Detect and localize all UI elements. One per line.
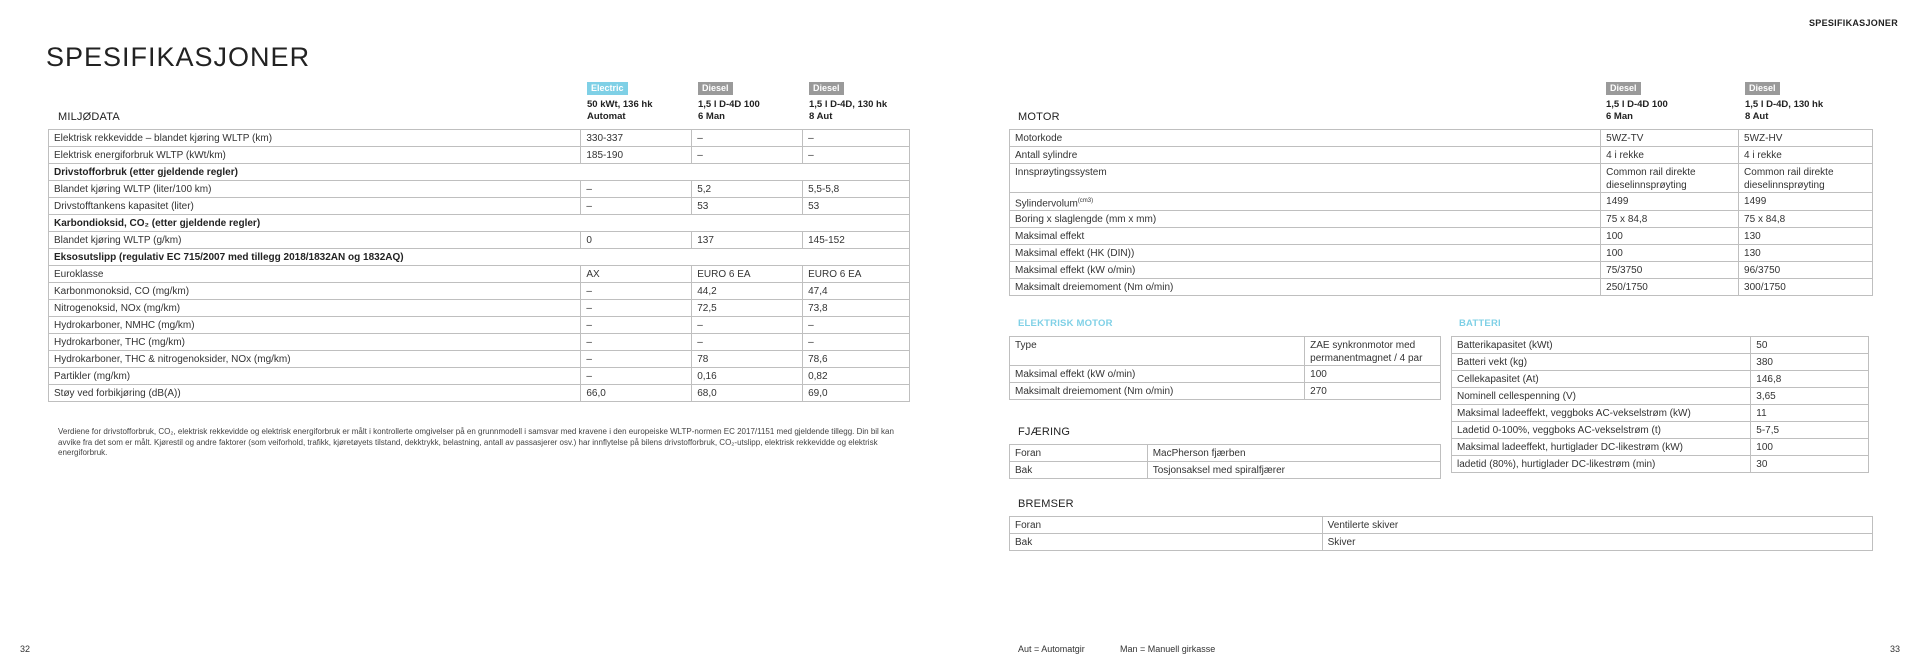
- table-cell: 5,5-5,8: [803, 181, 910, 198]
- table-cell: 0: [581, 232, 692, 249]
- table-row: [1010, 245, 1873, 262]
- table-cell: 78: [692, 351, 803, 368]
- unit-superscript: (cm3): [1077, 198, 1094, 204]
- table-cell: ZAE synkronmotor med permanentmagnet / 4 par: [1305, 337, 1441, 366]
- table-cell: 75 x 84,8: [1601, 211, 1739, 228]
- table-cell: Type: [1010, 337, 1305, 366]
- table-cell: 73,8: [803, 300, 910, 317]
- table-cell: Skiver: [1322, 534, 1872, 551]
- table-cell: 100: [1751, 439, 1869, 456]
- table-row: [49, 181, 910, 198]
- row-label: Motorkode: [1015, 133, 1063, 144]
- table-cell: Cellekapasitet (At): [1452, 371, 1751, 388]
- motor-column-header-diesel-100: [1606, 78, 1741, 123]
- table-cell: –: [581, 351, 692, 368]
- column-line1: 1,5 l D-4D, 130 hk: [1745, 99, 1824, 110]
- table-cell: Hydrokarboner, THC & nitrogenoksider, NOx (mg/km): [49, 351, 581, 368]
- table-cell: Maksimal ladeeffekt, hurtiglader DC-likestrøm (kW): [1452, 439, 1751, 456]
- table-cell: 0,16: [692, 368, 803, 385]
- table-cell: Euroklasse: [49, 266, 581, 283]
- table-cell: 130: [1739, 245, 1873, 262]
- table-row: [49, 232, 910, 249]
- column-line2: Automat: [587, 111, 626, 122]
- table-cell: 5WZ-TV: [1601, 130, 1739, 147]
- electric-tag: Electric: [587, 82, 628, 95]
- table-cell: –: [581, 198, 692, 215]
- table-cell: [1010, 211, 1601, 228]
- table-row: [1010, 211, 1873, 228]
- column-line1: 1,5 l D-4D 100: [1606, 99, 1668, 110]
- table-row: [1010, 193, 1873, 211]
- table-cell: 44,2: [692, 283, 803, 300]
- table-cell: Batteri vekt (kg): [1452, 354, 1751, 371]
- row-label: Sylindervolum: [1015, 198, 1078, 210]
- row-label: Maksimal effekt (HK (DIN)): [1015, 248, 1135, 260]
- table-row: [1010, 262, 1873, 279]
- table-cell: Karbondioksid, CO₂ (etter gjeldende regler): [49, 215, 910, 232]
- column-line2: 8 Aut: [809, 111, 833, 122]
- table-cell: –: [581, 300, 692, 317]
- table-cell: 68,0: [692, 385, 803, 402]
- table-row: [49, 334, 910, 351]
- table-cell: 146,8: [1751, 371, 1869, 388]
- diesel-tag: Diesel: [1745, 82, 1780, 95]
- table-cell: Hydrokarboner, THC (mg/km): [49, 334, 581, 351]
- table-cell: 1499: [1739, 193, 1873, 211]
- table-cell: 96/3750: [1739, 262, 1873, 279]
- table-row: [1452, 337, 1869, 354]
- row-label: Maksimalt dreiemoment (Nm o/min): [1015, 282, 1174, 294]
- table-row: [49, 283, 910, 300]
- row-label: Innsprøytingssystem: [1015, 167, 1107, 178]
- table-row: [1452, 456, 1869, 473]
- row-label: Maksimal effekt (kW o/min): [1015, 265, 1136, 277]
- table-cell: Foran: [1010, 517, 1323, 534]
- column-line1: 1,5 l D-4D 100: [698, 99, 760, 110]
- table-row: [49, 266, 910, 283]
- bremser-label: BREMSER: [1018, 498, 1074, 510]
- table-cell: 53: [692, 198, 803, 215]
- column-line2: 6 Man: [1606, 111, 1633, 122]
- table-row: [1010, 366, 1441, 383]
- table-cell: 185-190: [581, 147, 692, 164]
- table-cell: –: [692, 317, 803, 334]
- running-header: SPESIFIKASJONER: [1808, 18, 1898, 28]
- table-cell: EURO 6 EA: [692, 266, 803, 283]
- table-cell: Eksosutslipp (regulativ EC 715/2007 med tillegg 2018/1832AN og 1832AQ): [49, 249, 910, 266]
- table-cell: 330-337: [581, 130, 692, 147]
- table-cell: –: [581, 334, 692, 351]
- column-line2: 6 Man: [698, 111, 725, 122]
- table-row: [1010, 228, 1873, 245]
- table-cell: 0,82: [803, 368, 910, 385]
- table-cell: 4 i rekke: [1601, 147, 1739, 164]
- table-row: [1010, 445, 1441, 462]
- table-cell: –: [803, 130, 910, 147]
- table-cell: 11: [1751, 405, 1869, 422]
- motor-label: MOTOR: [1018, 111, 1060, 123]
- table-row: [1010, 279, 1873, 296]
- table-cell: 69,0: [803, 385, 910, 402]
- table-cell: 72,5: [692, 300, 803, 317]
- table-cell: 78,6: [803, 351, 910, 368]
- table-cell: –: [803, 334, 910, 351]
- table-row: [49, 351, 910, 368]
- table-cell: Blandet kjøring WLTP (g/km): [49, 232, 581, 249]
- table-cell: 66,0: [581, 385, 692, 402]
- column-header-diesel-100: [698, 78, 808, 123]
- table-row: [1452, 354, 1869, 371]
- motor-table: [1009, 129, 1873, 296]
- table-cell: 100: [1305, 366, 1441, 383]
- table-cell: –: [803, 317, 910, 334]
- table-cell: ladetid (80%), hurtiglader DC-likestrøm (min): [1452, 456, 1751, 473]
- miljodata-table: [48, 129, 910, 402]
- page-title: SPESIFIKASJONER: [46, 42, 311, 72]
- table-cell: [1010, 228, 1601, 245]
- table-cell: Drivstofforbruk (etter gjeldende regler): [49, 164, 910, 181]
- table-row: [1010, 517, 1873, 534]
- table-cell: –: [692, 130, 803, 147]
- table-cell: Batterikapasitet (kWt): [1452, 337, 1751, 354]
- table-cell: Støy ved forbikjøring (dB(A)): [49, 385, 581, 402]
- table-cell: 270: [1305, 383, 1441, 400]
- motor-column-header-diesel-130: [1745, 78, 1880, 123]
- table-cell: [1010, 279, 1601, 296]
- table-cell: 1499: [1601, 193, 1739, 211]
- table-cell: 53: [803, 198, 910, 215]
- table-cell: [1010, 147, 1601, 164]
- table-cell: Common rail direkte dieselinnsprøyting: [1739, 164, 1873, 193]
- table-row: [1452, 371, 1869, 388]
- table-row: [49, 147, 910, 164]
- table-cell: 5WZ-HV: [1739, 130, 1873, 147]
- table-cell: EURO 6 EA: [803, 266, 910, 283]
- table-cell: [1010, 245, 1601, 262]
- table-cell: Ventilerte skiver: [1322, 517, 1872, 534]
- table-cell: Tosjonsaksel med spiralfjærer: [1147, 462, 1440, 479]
- diesel-tag: Diesel: [1606, 82, 1641, 95]
- table-row: [1010, 462, 1441, 479]
- footer-man: Man = Manuell girkasse: [1120, 644, 1216, 654]
- column-header-diesel-130: [809, 78, 919, 123]
- table-cell: –: [581, 317, 692, 334]
- table-cell: 75 x 84,8: [1739, 211, 1873, 228]
- table-row: [49, 317, 910, 334]
- table-cell: MacPherson fjærben: [1147, 445, 1440, 462]
- table-row: [49, 385, 910, 402]
- page-number-left: 32: [20, 644, 31, 654]
- table-cell: Foran: [1010, 445, 1148, 462]
- table-cell: –: [581, 181, 692, 198]
- column-line1: 50 kWt, 136 hk: [587, 99, 653, 110]
- table-cell: Nitrogenoksid, NOx (mg/km): [49, 300, 581, 317]
- table-section-row: [49, 249, 910, 266]
- row-label: Antall sylindre: [1015, 150, 1078, 161]
- table-cell: 300/1750: [1739, 279, 1873, 296]
- table-row: [1452, 388, 1869, 405]
- table-cell: Common rail direkte dieselinnsprøyting: [1601, 164, 1739, 193]
- table-cell: 145-152: [803, 232, 910, 249]
- table-cell: 130: [1739, 228, 1873, 245]
- diesel-tag: Diesel: [809, 82, 844, 95]
- table-cell: –: [581, 283, 692, 300]
- page-number-right: 33: [1889, 644, 1900, 654]
- column-line1: 1,5 l D-4D, 130 hk: [809, 99, 888, 110]
- table-cell: Bak: [1010, 534, 1323, 551]
- table-row: [1452, 439, 1869, 456]
- table-cell: 5,2: [692, 181, 803, 198]
- table-section-row: [49, 164, 910, 181]
- row-label: Maksimal effekt: [1015, 231, 1085, 243]
- column-header-electric: [587, 78, 697, 123]
- table-cell: Karbonmonoksid, CO (mg/km): [49, 283, 581, 300]
- table-cell: Hydrokarboner, NMHC (mg/km): [49, 317, 581, 334]
- table-cell: [1010, 193, 1601, 211]
- table-cell: Maksimal effekt (kW o/min): [1010, 366, 1305, 383]
- table-cell: –: [692, 334, 803, 351]
- table-cell: 137: [692, 232, 803, 249]
- table-row: [1010, 534, 1873, 551]
- table-cell: 50: [1751, 337, 1869, 354]
- footnote: Verdiene for drivstofforbruk, CO₂, elektrisk rekkevidde og elektrisk energiforbruk er målt i kontrollerte omgivelser på en grunnmodell i samsvar med kravene i den europeiske WLTP-normen EC 2017/1151 med gjeldende tillegg. Din bil kan avvike fra det som er målt. Kjørestil og andre faktorer (som veiforhold, trafikk, kjøretøyets tilstand, dekktrykk, belastning, antall av passasjerer osv.) har innflytelse på bilens drivstofforbruk, CO₂-utslipp, elektrisk rekkevidde og elektrisk energiforbruk.: [58, 427, 894, 457]
- batteri-table: [1451, 336, 1869, 473]
- table-cell: 100: [1601, 228, 1739, 245]
- table-cell: Drivstofftankens kapasitet (liter): [49, 198, 581, 215]
- table-cell: Elektrisk energiforbruk WLTP (kWt/km): [49, 147, 581, 164]
- table-cell: –: [803, 147, 910, 164]
- table-row: [49, 198, 910, 215]
- table-row: [49, 368, 910, 385]
- table-row: [1452, 422, 1869, 439]
- table-cell: AX: [581, 266, 692, 283]
- diesel-tag: Diesel: [698, 82, 733, 95]
- table-cell: 47,4: [803, 283, 910, 300]
- table-row: [1010, 337, 1441, 366]
- table-cell: [1010, 130, 1601, 147]
- table-cell: 5-7,5: [1751, 422, 1869, 439]
- footer-aut: Aut = Automatgir: [1018, 644, 1085, 654]
- column-line2: 8 Aut: [1745, 111, 1769, 122]
- table-cell: –: [692, 147, 803, 164]
- batteri-label: BATTERI: [1459, 318, 1501, 329]
- table-cell: Partikler (mg/km): [49, 368, 581, 385]
- table-cell: 380: [1751, 354, 1869, 371]
- table-cell: Maksimal ladeeffekt, veggboks AC-vekselstrøm (kW): [1452, 405, 1751, 422]
- table-section-row: [49, 215, 910, 232]
- table-row: [49, 130, 910, 147]
- table-cell: [1010, 262, 1601, 279]
- table-row: [1452, 405, 1869, 422]
- table-row: [1010, 147, 1873, 164]
- table-row: [49, 300, 910, 317]
- table-cell: 3,65: [1751, 388, 1869, 405]
- fjaering-table: [1009, 444, 1441, 479]
- table-cell: Blandet kjøring WLTP (liter/100 km): [49, 181, 581, 198]
- table-cell: –: [581, 368, 692, 385]
- table-cell: 100: [1601, 245, 1739, 262]
- table-cell: Ladetid 0-100%, veggboks AC-vekselstrøm (t): [1452, 422, 1751, 439]
- row-label: Boring x slaglengde (mm x mm): [1015, 214, 1157, 226]
- table-cell: 250/1750: [1601, 279, 1739, 296]
- table-cell: Maksimalt dreiemoment (Nm o/min): [1010, 383, 1305, 400]
- table-row: [1010, 130, 1873, 147]
- table-cell: 4 i rekke: [1739, 147, 1873, 164]
- miljodata-label: MILJØDATA: [58, 111, 120, 123]
- table-cell: Nominell cellespenning (V): [1452, 388, 1751, 405]
- fjaering-label: FJÆRING: [1018, 426, 1071, 438]
- table-cell: [1010, 164, 1601, 193]
- bremser-table: [1009, 516, 1873, 551]
- table-cell: Elektrisk rekkevidde – blandet kjøring WLTP (km): [49, 130, 581, 147]
- elmotor-table: [1009, 336, 1441, 400]
- table-cell: 30: [1751, 456, 1869, 473]
- table-cell: Bak: [1010, 462, 1148, 479]
- table-row: [1010, 164, 1873, 193]
- elmotor-label: ELEKTRISK MOTOR: [1018, 318, 1113, 329]
- table-row: [1010, 383, 1441, 400]
- table-cell: 75/3750: [1601, 262, 1739, 279]
